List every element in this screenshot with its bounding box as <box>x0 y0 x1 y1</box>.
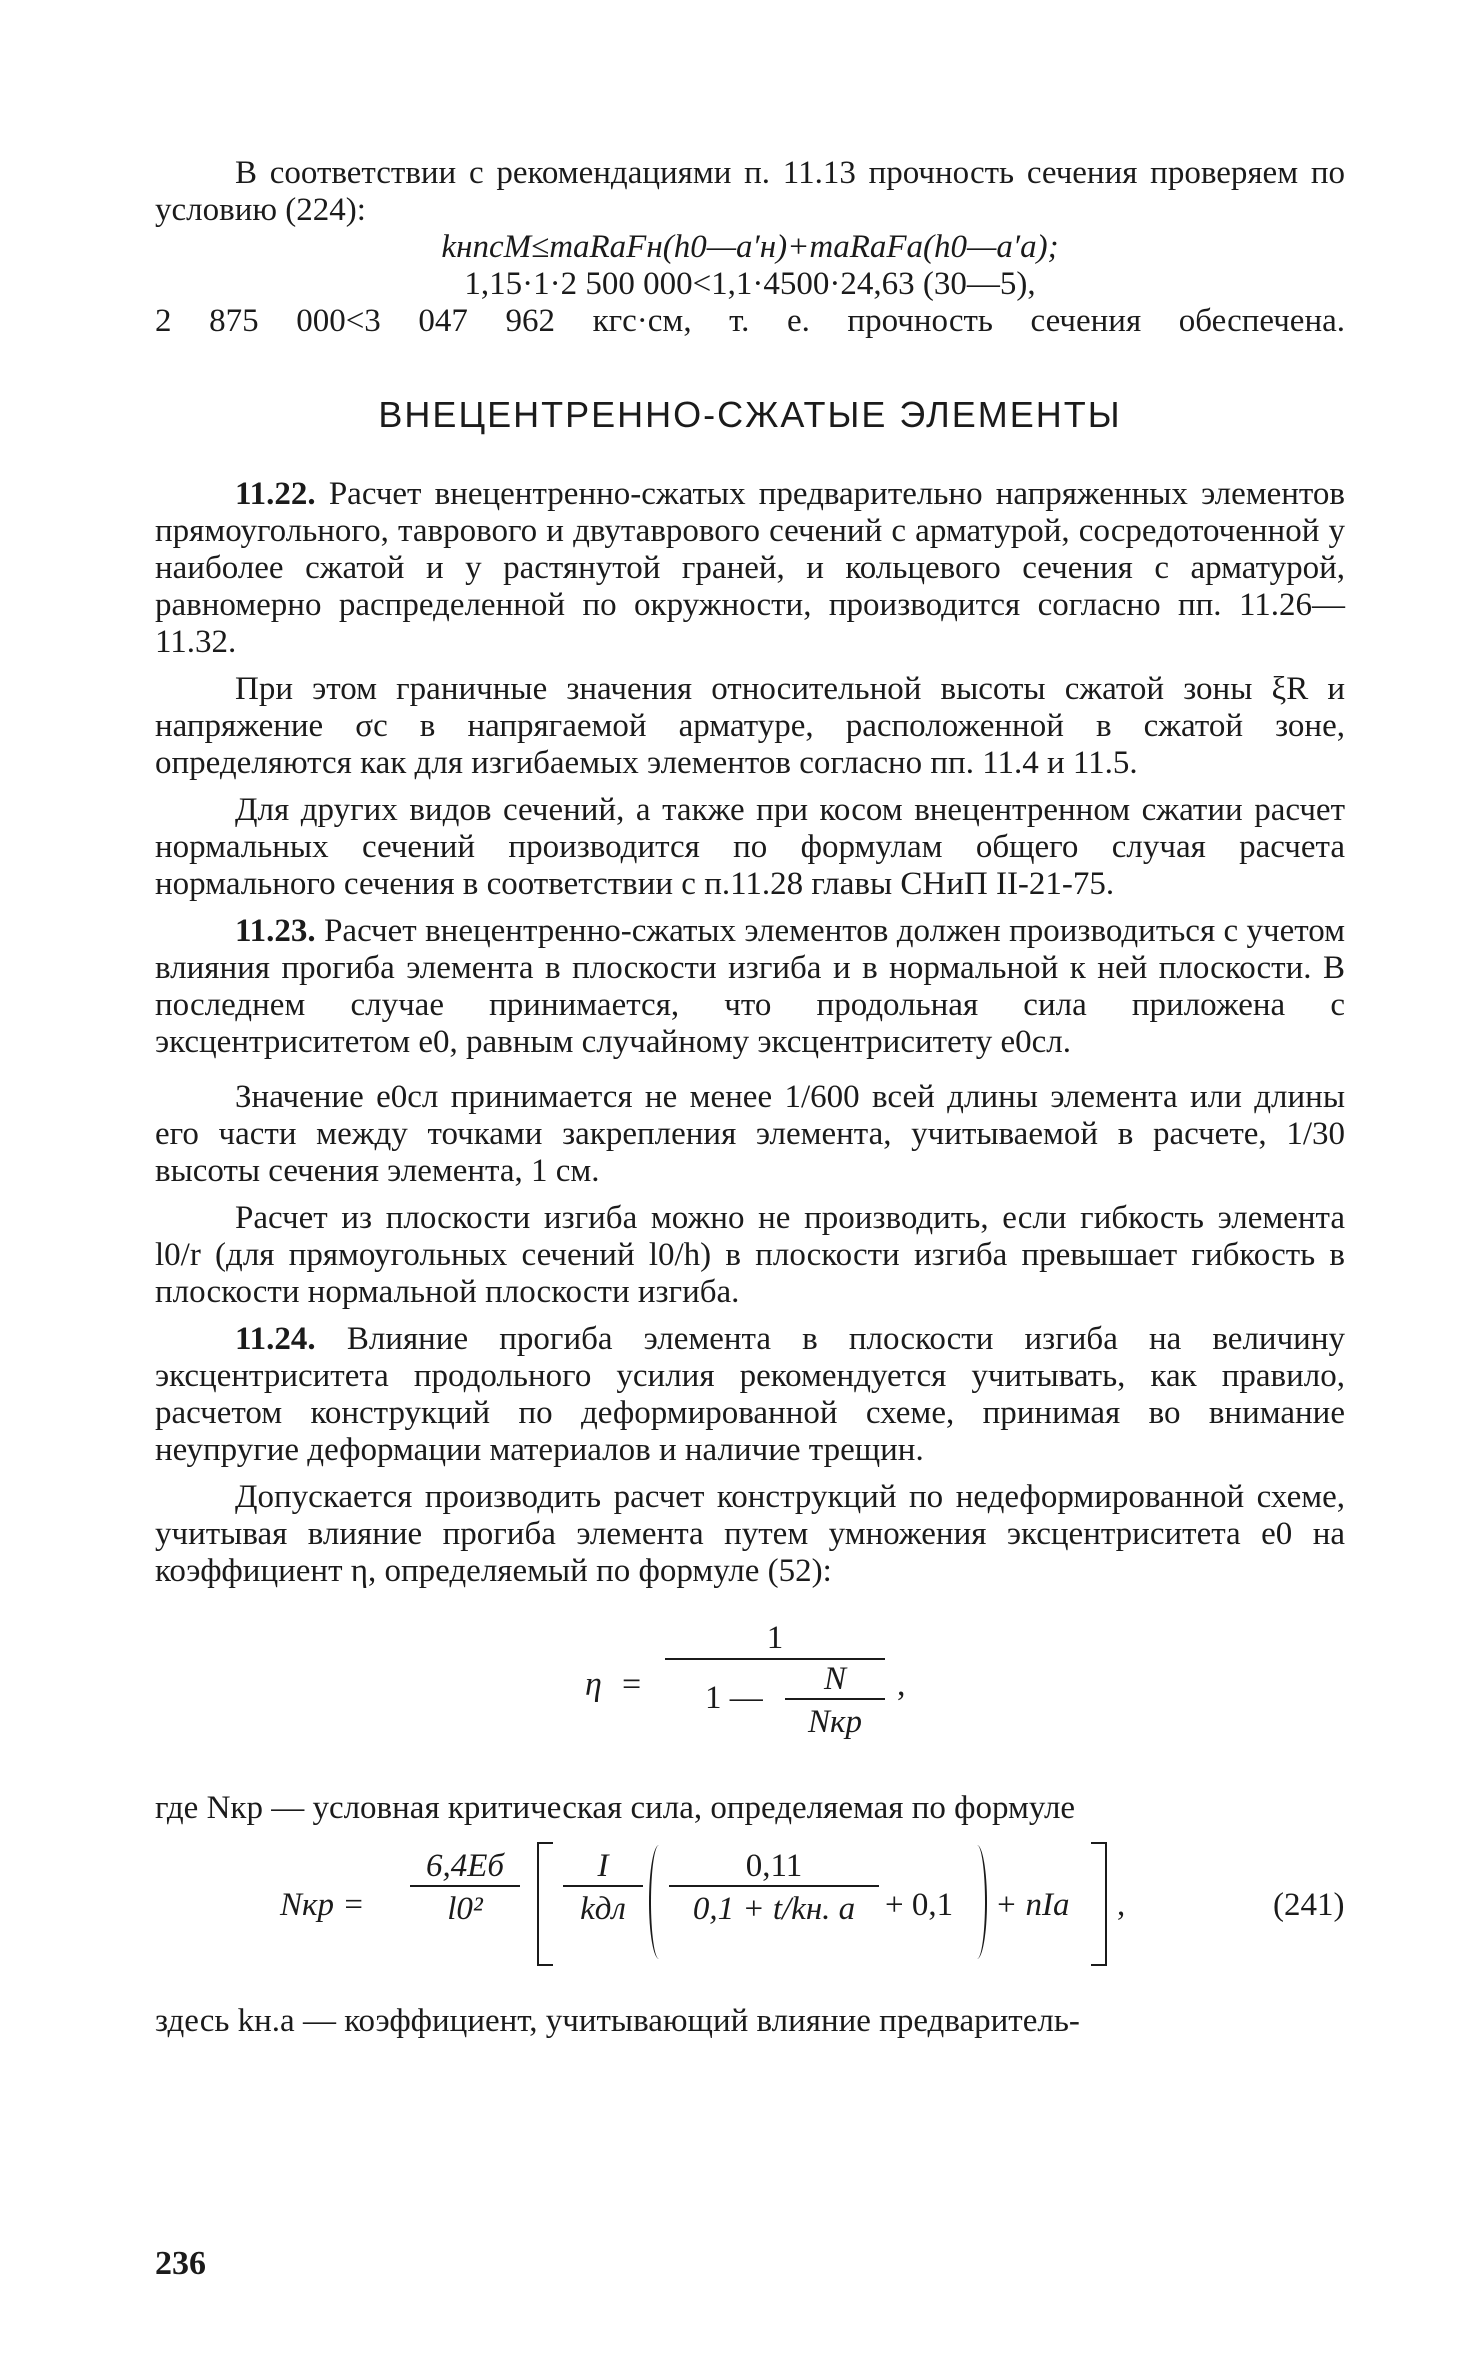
ncr-f-fraction <box>669 1847 879 1927</box>
eta-denominator <box>665 1660 885 1750</box>
eta-lhs: η <box>585 1666 602 1703</box>
paragraph-other-sections: Для других видов сечений, а также при косом внецентренном сжатии расчет нормальных сечений производится по формулам общего случая расчета нормального сечения в соответствии с п.11.28 главы СНиП II-21-75. <box>155 792 1345 902</box>
paragraph-allow: Допускается производить расчет конструкций по недеформированной схеме, учитывая влияние прогиба элемента путем умножения эксцентриситета e0 на коэффициент η, определяемый по формуле (52): <box>155 1479 1345 1589</box>
paragraph-text: Расчет внецентренно-сжатых предварительно напряженных элементов прямоугольного, таврового и двутаврового сечений с арматурой, сосредоточенной у наиболее сжатой и у растянутой граней, и кольцевого сечения с арматурой, равномерно распределенной по окружности, производится согласно пп. 11.26—11.32. <box>155 476 1346 660</box>
paragraph-zone: При этом граничные значения относительной высоты сжатой зоны ξR и напряжение σc в напрягаемой арматуре, расположенной в сжатой зоне, определяются как для изгибаемых элементов согласно пп. 11.4 и 11.5. <box>155 671 1345 781</box>
formula-number: (241) <box>1273 1887 1345 1923</box>
intro-paragraph: В соответствии с рекомендациями п. 11.13 прочность сечения проверяем по условию (224): <box>155 155 1345 228</box>
ncr-i-denominator: kдл <box>580 1891 626 1927</box>
right-square-bracket <box>1091 1842 1107 1966</box>
strength-substitution-formula: 1,15·1·2 500 000<1,1·4500·24,63 (30—5), <box>464 266 1036 302</box>
ncr-formula <box>155 1837 1345 1987</box>
ncr-main-numerator: 6,4Eб <box>425 1848 504 1884</box>
eta-fraction <box>665 1618 885 1750</box>
clause-number: 11.24. <box>235 1321 316 1357</box>
section-title: ВНЕЦЕНТРЕННО-СЖАТЫЕ ЭЛЕМЕНТЫ <box>378 394 1122 435</box>
ncr-f-denominator: 0,1 + t/kн. а <box>692 1891 856 1927</box>
paragraph-where: где Nкр — условная критическая сила, определяемая по формуле <box>155 1790 1076 1826</box>
strength-condition-formula: kнncM≤maRaFн(h0—a′н)+maRaFa(h0—a′a); <box>441 229 1059 265</box>
eta-inner-fraction <box>785 1660 885 1740</box>
left-square-bracket <box>537 1842 553 1966</box>
eta-formula <box>155 1618 1345 1768</box>
eta-numerator: 1 <box>766 1620 784 1656</box>
ncr-i-numerator: I <box>597 1848 609 1884</box>
paragraph-11-24 <box>155 1321 1345 1469</box>
paragraph-text: Расчет внецентренно-сжатых элементов должен производиться с учетом влияния прогиба элемента в плоскости изгиба и в нормальной к ней плоскости. В последнем случае принимается, что продольная сила приложена с эксцентриситетом e0, равным случайному эксцентриситету e0сл. <box>155 913 1345 1060</box>
strength-result: 2 875 000<3 047 962 кгс·см, т. е. прочность сечения обеспечена. <box>155 303 1345 339</box>
clause-number: 11.22. <box>235 476 316 512</box>
left-parenthesis <box>649 1845 669 1959</box>
ncr-plus-01: + 0,1 <box>885 1887 954 1923</box>
page-content <box>155 155 1345 2040</box>
ncr-f-numerator: 0,11 <box>745 1848 803 1884</box>
right-parenthesis <box>967 1845 987 1959</box>
ncr-i-fraction <box>563 1847 643 1927</box>
paragraph-text: Влияние прогиба элемента в плоскости изгиба на величину эксцентриситета продольного усилия рекомендуется учитывать, как правило, расчетом конструкций по деформированной схеме, принимая во внимание неупругие деформации материалов и наличие трещин. <box>155 1321 1345 1468</box>
eta-inner-numerator: N <box>823 1661 846 1697</box>
ncr-lhs: Nкр = <box>280 1887 365 1923</box>
paragraph-here: здесь kн.а — коэффициент, учитывающий влияние предваритель- <box>155 2003 1080 2039</box>
paragraph-11-23 <box>155 913 1345 1061</box>
paragraph-value: Значение e0сл принимается не менее 1/600 всей длины элемента или длины его части между точками закрепления элемента, учитываемой в расчете, 1/30 высоты сечения элемента, 1 см. <box>155 1079 1345 1189</box>
paragraph-plane: Расчет из плоскости изгиба можно не производить, если гибкость элемента l0/r (для прямоугольных сечений l0/h) в плоскости изгиба превышает гибкость в плоскости нормальной плоскости изгиба. <box>155 1200 1345 1310</box>
clause-number: 11.23. <box>235 913 316 949</box>
eta-comma: , <box>897 1666 906 1703</box>
eta-den-one: 1 — <box>705 1680 763 1716</box>
ncr-comma: , <box>1117 1887 1126 1923</box>
ncr-main-fraction <box>410 1847 520 1927</box>
eta-inner-denominator: Nкр <box>808 1704 862 1740</box>
ncr-plus-nia: + nIa <box>995 1887 1070 1923</box>
ncr-main-denominator: l0² <box>447 1891 483 1927</box>
paragraph-11-22 <box>155 476 1345 661</box>
page-number: 236 <box>155 2245 206 2282</box>
eta-equals: = <box>622 1666 642 1703</box>
